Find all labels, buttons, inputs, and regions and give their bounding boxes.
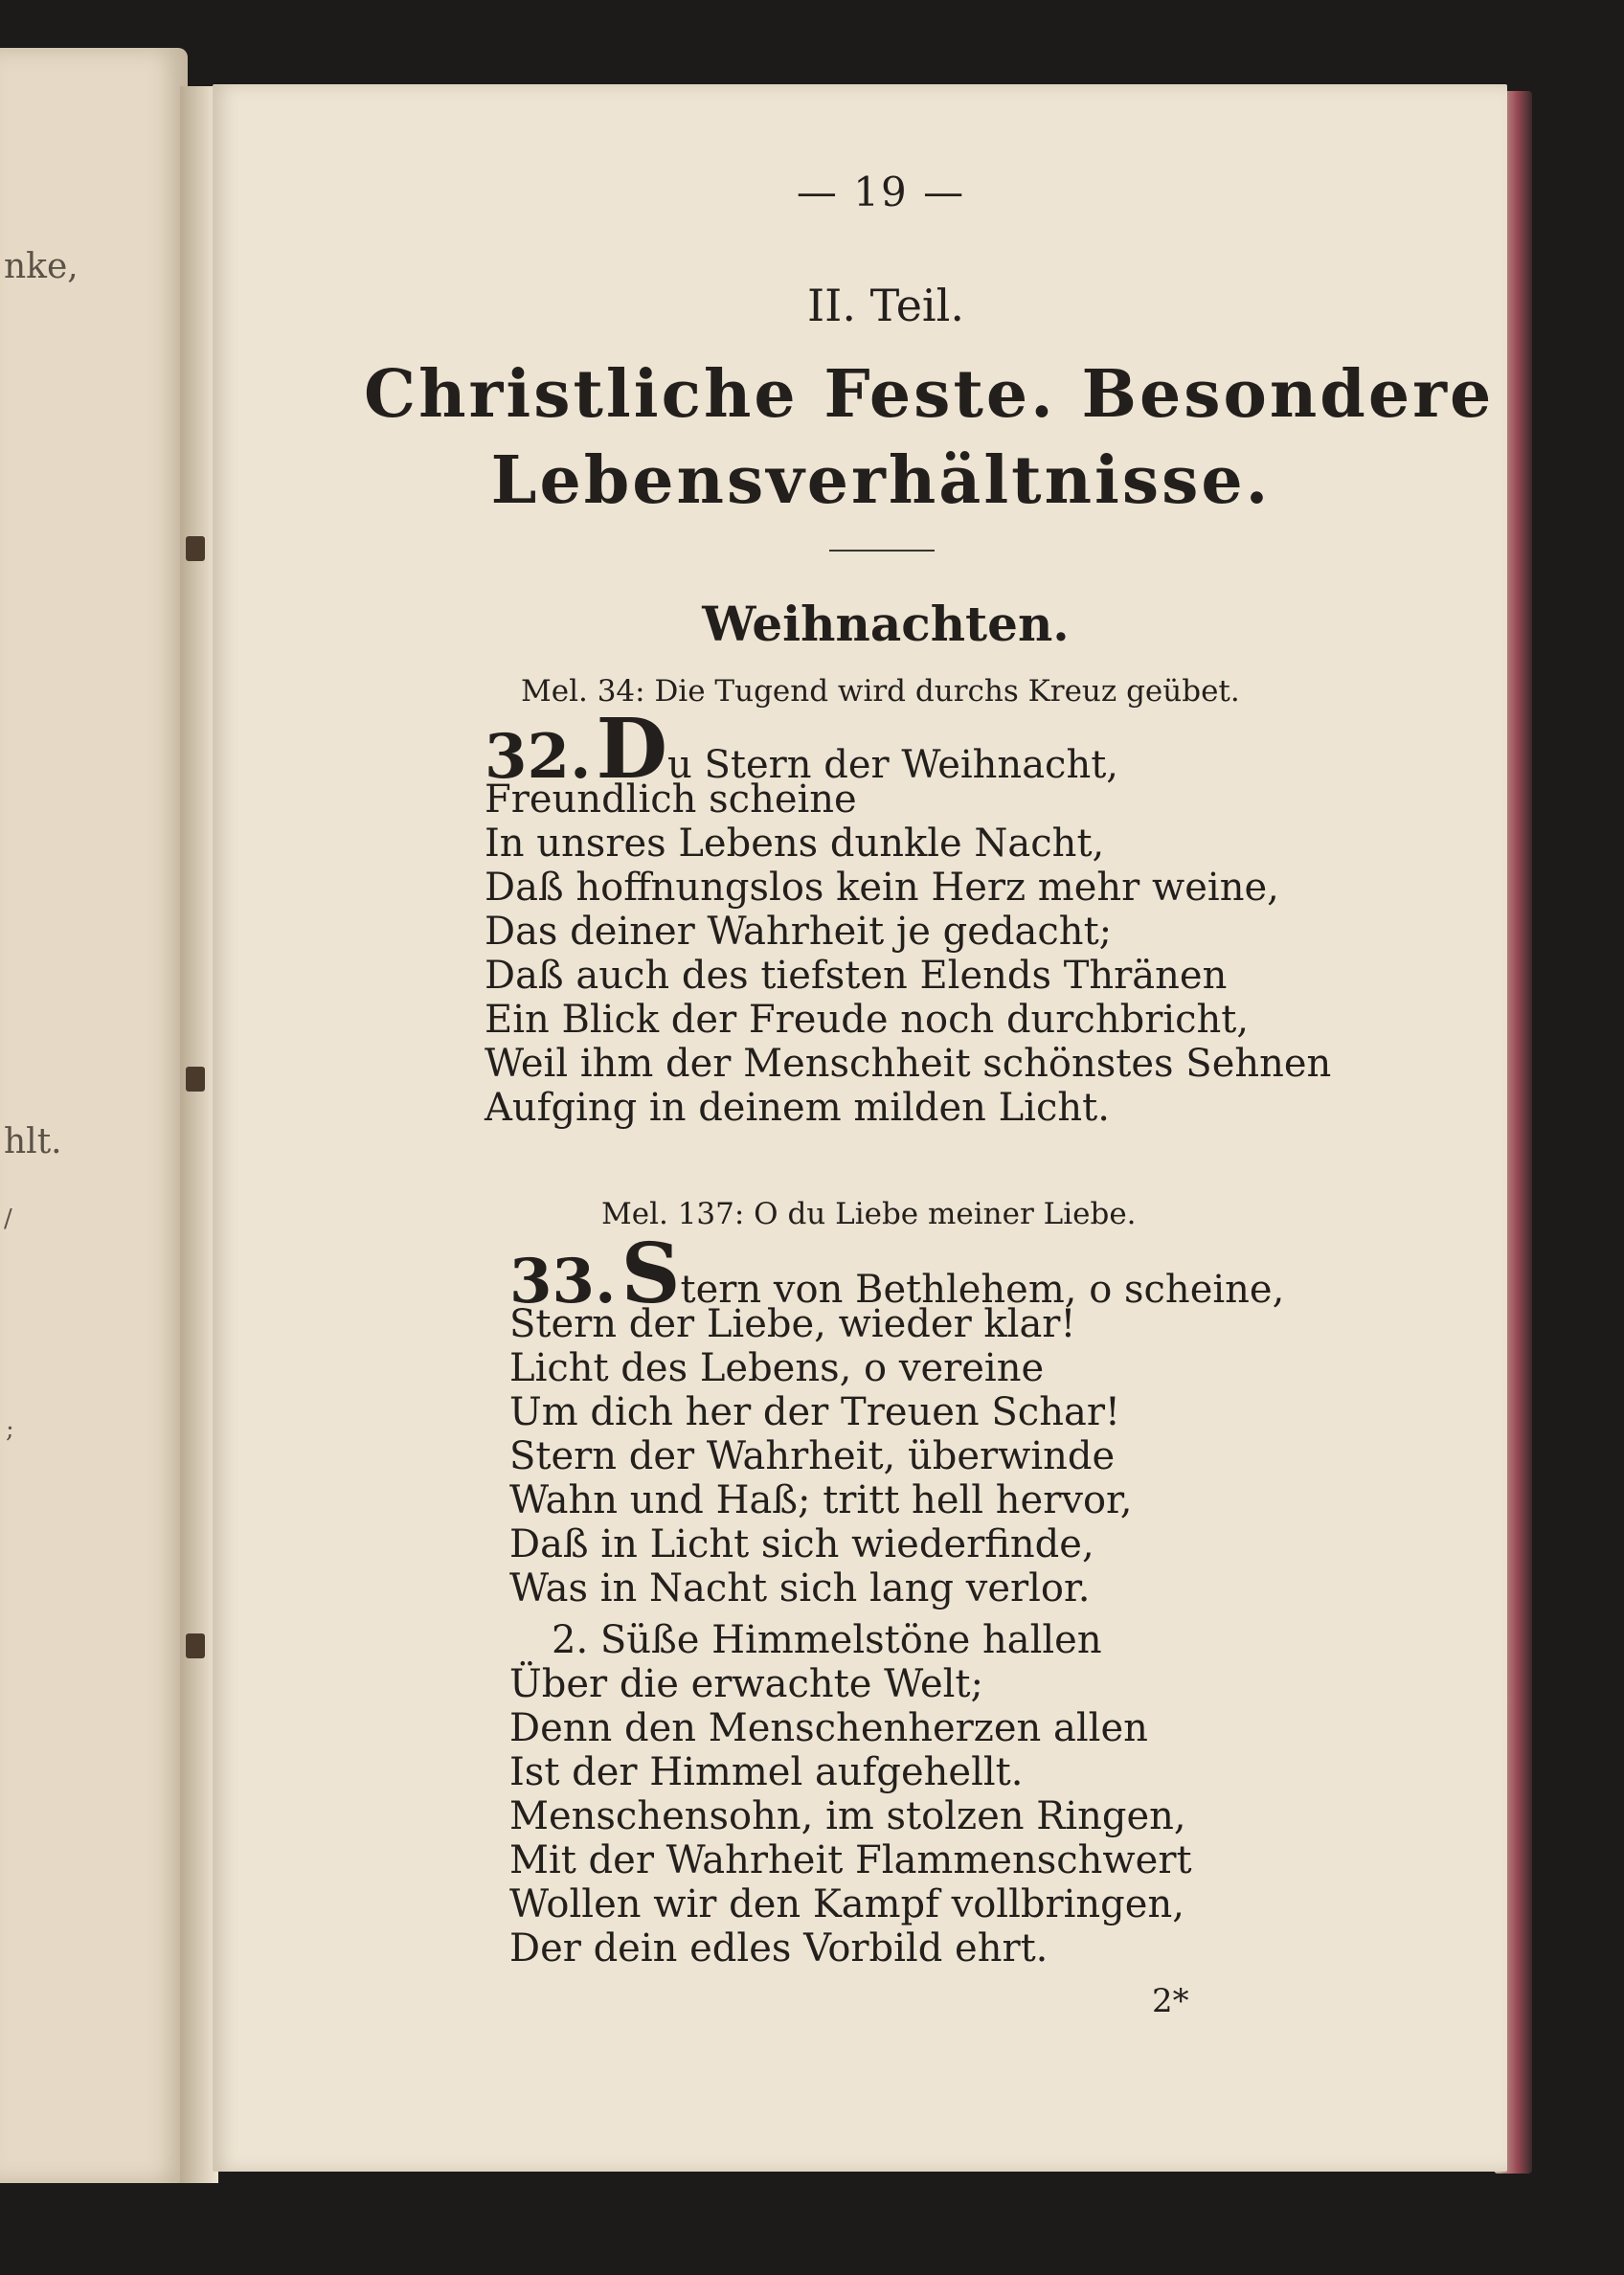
hymn-line: tern von Bethlehem, o scheine, — [680, 1268, 1285, 1312]
left-page-fragment: nke, — [4, 247, 79, 286]
left-page-fragment: hlt. — [4, 1122, 62, 1161]
hymn-number: 33. — [509, 1246, 617, 1318]
section-title: Weihnachten. — [702, 596, 1070, 652]
hymn-line: Daß auch des tiefsten Elends Thränen — [485, 954, 1228, 998]
hymn-line: Wahn und Haß; tritt hell hervor, — [509, 1478, 1133, 1522]
hymn-line: Aufging in deinem milden Licht. — [485, 1086, 1110, 1130]
hymn-line: Weil ihm der Menschheit schönstes Sehnen — [485, 1042, 1332, 1086]
drop-initial: D — [596, 701, 668, 798]
left-page — [0, 48, 188, 2183]
hymn-line: Daß hoffnungslos kein Herz mehr weine, — [485, 866, 1279, 910]
binding-staple — [186, 1633, 205, 1658]
verse-line: Mit der Wahrheit Flammenschwert — [509, 1838, 1192, 1882]
hymn-line: Stern der Wahrheit, überwinde — [509, 1434, 1116, 1478]
hymn-line: Licht des Lebens, o vereine — [509, 1346, 1045, 1390]
verse-line: Ist der Himmel aufgehellt. — [509, 1750, 1024, 1794]
hymn-line: In unsres Lebens dunkle Nacht, — [485, 822, 1105, 866]
left-page-fragment: ; — [6, 1415, 14, 1444]
chapter-title-line-2: Lebensverhältnisse. — [490, 442, 1272, 519]
hymn-line: Stern der Liebe, wieder klar! — [509, 1302, 1076, 1346]
part-heading: II. Teil. — [807, 280, 964, 331]
verse-line: Denn den Menschenherzen allen — [509, 1706, 1148, 1750]
hymn-number: 32. — [485, 721, 592, 793]
melody-reference: Mel. 34: Die Tugend wird durchs Kreuz geübet. — [521, 674, 1240, 709]
title-divider — [829, 550, 935, 552]
hymn-line: Das deiner Wahrheit je gedacht; — [485, 910, 1113, 954]
hymn-line: u Stern der Weihnacht, — [667, 743, 1118, 787]
signature-mark: 2* — [1152, 1982, 1189, 2020]
hymn-line: Um dich her der Treuen Schar! — [509, 1390, 1121, 1434]
chapter-title-line-1: Christliche Feste. Besondere — [364, 356, 1495, 433]
hymn-line: Daß in Licht sich wiederfinde, — [509, 1522, 1094, 1566]
page-number: — 19 — — [796, 169, 966, 215]
left-page-fragment: / — [4, 1205, 12, 1233]
verse-line: Wollen wir den Kampf vollbringen, — [509, 1882, 1184, 1926]
binding-staple — [186, 536, 205, 561]
verse-line: Menschensohn, im stolzen Ringen, — [509, 1794, 1186, 1838]
hymn-line: Freundlich scheine — [485, 777, 857, 822]
verse-line: 2. Süße Himmelstöne hallen — [552, 1618, 1102, 1662]
drop-initial: S — [620, 1226, 681, 1322]
melody-reference: Mel. 137: O du Liebe meiner Liebe. — [601, 1197, 1137, 1231]
verse-line: Der dein edles Vorbild ehrt. — [509, 1926, 1049, 1971]
hymn-line: Ein Blick der Freude noch durchbricht, — [485, 998, 1250, 1042]
verse-line: Über die erwachte Welt; — [509, 1662, 983, 1706]
hymn-line: Was in Nacht sich lang verlor. — [509, 1566, 1091, 1611]
binding-staple — [186, 1067, 205, 1092]
